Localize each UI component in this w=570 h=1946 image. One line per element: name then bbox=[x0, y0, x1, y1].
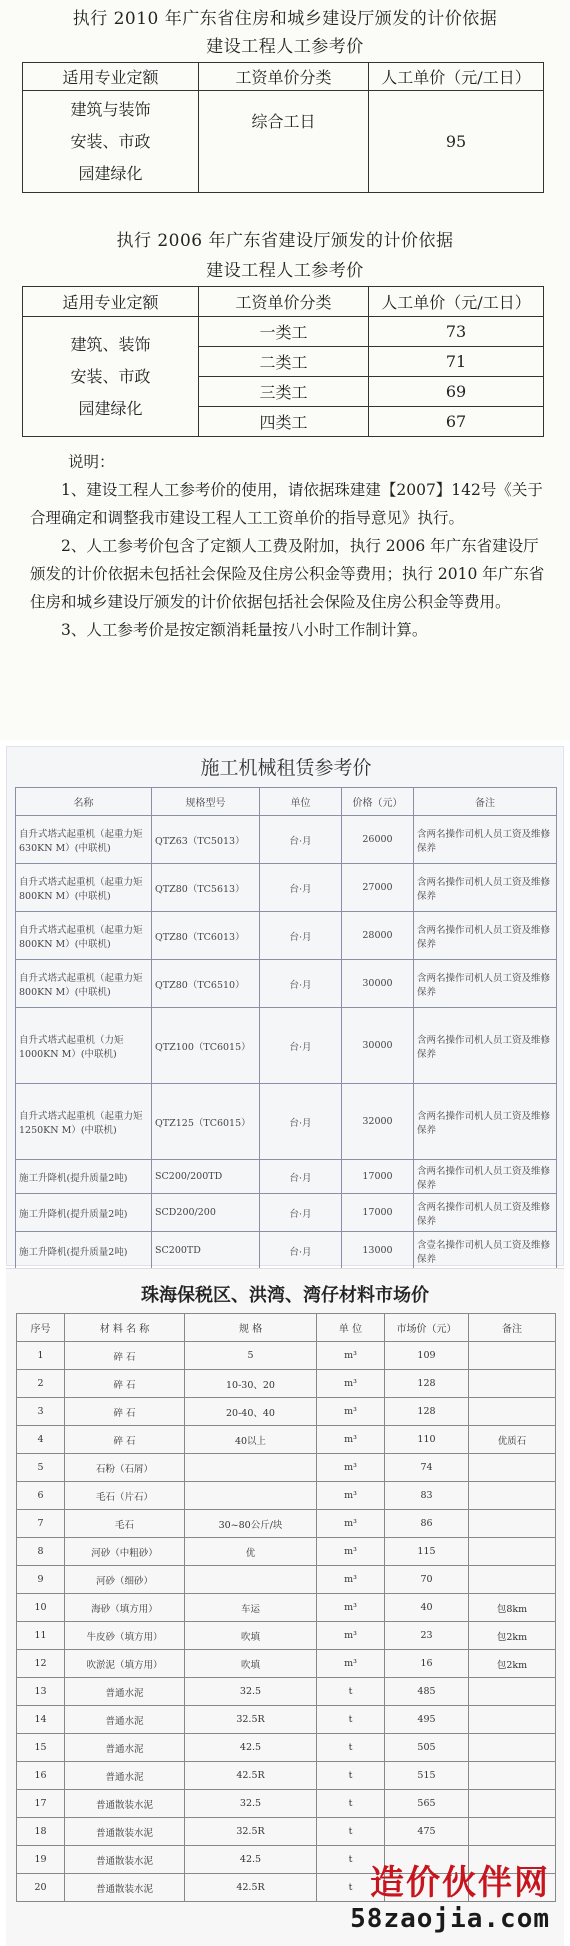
material-price-cell: 565 bbox=[385, 1790, 469, 1818]
material-name-cell: 河砂（中粗砂） bbox=[65, 1538, 185, 1566]
table-row bbox=[17, 1622, 556, 1650]
material-no-cell: 9 bbox=[17, 1566, 65, 1594]
material-note-cell bbox=[469, 1398, 556, 1426]
specialty-cell bbox=[23, 91, 199, 193]
machine-note-cell: 含两名操作司机人员工资及维修保养 bbox=[414, 912, 557, 960]
machine-model-cell: SC200TD bbox=[152, 1232, 260, 1270]
site-watermark bbox=[350, 1855, 550, 1934]
material-spec-cell: 20-40、40 bbox=[185, 1398, 317, 1426]
material-price-cell: 505 bbox=[385, 1734, 469, 1762]
material-note-cell: 包2km bbox=[469, 1650, 556, 1678]
header-cell: 名称 bbox=[16, 788, 152, 816]
material-spec-cell: 5 bbox=[185, 1342, 317, 1370]
specialty-line: 建筑与装饰 bbox=[70, 99, 151, 119]
material-name-cell: 牛皮砂（填方用） bbox=[65, 1622, 185, 1650]
material-no-cell: 4 bbox=[17, 1426, 65, 1454]
table-row bbox=[16, 1084, 557, 1160]
material-spec-cell bbox=[185, 1454, 317, 1482]
material-unit-cell: t bbox=[317, 1706, 385, 1734]
material-name-cell: 海砂（填方用） bbox=[65, 1594, 185, 1622]
material-price-cell: 128 bbox=[385, 1370, 469, 1398]
material-spec-cell: 42.5R bbox=[185, 1874, 317, 1902]
machine-price-cell: 32000 bbox=[342, 1084, 414, 1160]
machinery-rental-document bbox=[6, 746, 564, 1266]
specialty-line: 安装、市政 bbox=[70, 131, 151, 151]
header-cell: 人工单价（元/工日） bbox=[369, 287, 544, 317]
machine-unit-cell: 台·月 bbox=[260, 1008, 342, 1084]
material-note-cell bbox=[469, 1818, 556, 1846]
machine-note-cell: 含两名操作司机人员工资及维修保养 bbox=[414, 1160, 557, 1194]
material-name-cell: 碎 石 bbox=[65, 1426, 185, 1454]
material-name-cell: 普通散装水泥 bbox=[65, 1846, 185, 1874]
material-no-cell: 15 bbox=[17, 1734, 65, 1762]
material-name-cell: 石粉（石屑） bbox=[65, 1454, 185, 1482]
material-spec-cell: 42.5 bbox=[185, 1734, 317, 1762]
material-price-cell: 74 bbox=[385, 1454, 469, 1482]
material-unit-cell: m³ bbox=[317, 1538, 385, 1566]
watermark-chinese-text: 造价伙伴网 bbox=[370, 1863, 550, 1903]
table-row bbox=[17, 1790, 556, 1818]
material-no-cell: 8 bbox=[17, 1538, 65, 1566]
material-name-cell: 普通水泥 bbox=[65, 1762, 185, 1790]
material-price-cell: 23 bbox=[385, 1622, 469, 1650]
material-note-cell bbox=[469, 1762, 556, 1790]
material-unit-cell: t bbox=[317, 1818, 385, 1846]
machinery-title: 施工机械租赁参考价 bbox=[200, 757, 372, 779]
material-spec-cell: 吹填 bbox=[185, 1622, 317, 1650]
material-unit-cell: t bbox=[317, 1762, 385, 1790]
category-cell: 一类工 bbox=[199, 317, 369, 347]
material-name-cell: 毛石（片石） bbox=[65, 1482, 185, 1510]
machine-name-cell: 施工升降机(提升质量2吨) bbox=[16, 1232, 152, 1270]
header-cell: 价格（元） bbox=[342, 788, 414, 816]
category-cell: 二类工 bbox=[199, 347, 369, 377]
table-header-row bbox=[23, 63, 544, 91]
machine-name-cell: 自升式塔式起重机（起重力矩1250KN M）(中联机) bbox=[16, 1084, 152, 1160]
material-unit-cell: m³ bbox=[317, 1594, 385, 1622]
material-spec-cell: 吹填 bbox=[185, 1650, 317, 1678]
material-spec-cell: 40以上 bbox=[185, 1426, 317, 1454]
machine-name-cell: 自升式塔式起重机（起重力矩800KN M）(中联机) bbox=[16, 864, 152, 912]
material-unit-cell: m³ bbox=[317, 1566, 385, 1594]
machine-name-cell: 自升式塔式起重机（力矩1000KN M）(中联机) bbox=[16, 1008, 152, 1084]
material-no-cell: 3 bbox=[17, 1398, 65, 1426]
machine-model-cell: SCD200/200 bbox=[152, 1194, 260, 1232]
material-note-cell: 包2km bbox=[469, 1622, 556, 1650]
material-unit-cell: m³ bbox=[317, 1622, 385, 1650]
header-cell: 工资单价分类 bbox=[199, 287, 369, 317]
material-no-cell: 17 bbox=[17, 1790, 65, 1818]
header-cell: 适用专业定额 bbox=[23, 63, 199, 91]
table-row bbox=[17, 1650, 556, 1678]
machine-model-cell: QTZ80（TC6013） bbox=[152, 912, 260, 960]
table-header-row bbox=[17, 1314, 556, 1342]
material-note-cell bbox=[469, 1510, 556, 1538]
material-unit-cell: m³ bbox=[317, 1426, 385, 1454]
material-note-cell bbox=[469, 1538, 556, 1566]
material-price-cell: 515 bbox=[385, 1762, 469, 1790]
header-cell: 工资单价分类 bbox=[199, 63, 369, 91]
material-name-cell: 普通水泥 bbox=[65, 1734, 185, 1762]
header-cell: 备注 bbox=[414, 788, 557, 816]
labor-price-table-2006 bbox=[22, 286, 544, 437]
machinery-table-body bbox=[16, 816, 557, 1270]
table-row bbox=[16, 1160, 557, 1194]
material-unit-cell: m³ bbox=[317, 1510, 385, 1538]
table-row bbox=[17, 1426, 556, 1454]
table-row bbox=[17, 1482, 556, 1510]
material-note-cell bbox=[469, 1678, 556, 1706]
machine-name-cell: 施工升降机(提升质量2吨) bbox=[16, 1194, 152, 1232]
table-row bbox=[16, 816, 557, 864]
machine-model-cell: QTZ80（TC6510） bbox=[152, 960, 260, 1008]
machine-price-cell: 30000 bbox=[342, 960, 414, 1008]
machine-name-cell: 自升式塔式起重机（起重力矩800KN M）(中联机) bbox=[16, 960, 152, 1008]
material-note-cell: 优质石 bbox=[469, 1426, 556, 1454]
machine-note-cell: 含壹名操作司机人员工资及维修保养 bbox=[414, 1232, 557, 1270]
material-price-cell: 475 bbox=[385, 1818, 469, 1846]
table-row bbox=[17, 1398, 556, 1426]
material-spec-cell: 32.5 bbox=[185, 1790, 317, 1818]
machine-note-cell: 含两名操作司机人员工资及维修保养 bbox=[414, 1084, 557, 1160]
material-no-cell: 16 bbox=[17, 1762, 65, 1790]
machine-price-cell: 13000 bbox=[342, 1232, 414, 1270]
machine-model-cell: QTZ100（TC6015） bbox=[152, 1008, 260, 1084]
table-row bbox=[17, 1454, 556, 1482]
machine-price-cell: 26000 bbox=[342, 816, 414, 864]
material-spec-cell: 42.5R bbox=[185, 1762, 317, 1790]
material-spec-cell: 42.5 bbox=[185, 1846, 317, 1874]
price-cell: 73 bbox=[369, 317, 544, 347]
material-unit-cell: m³ bbox=[317, 1398, 385, 1426]
machine-name-cell: 自升式塔式起重机（起重力矩630KN M）(中联机) bbox=[16, 816, 152, 864]
material-unit-cell: m³ bbox=[317, 1370, 385, 1398]
material-note-cell bbox=[469, 1454, 556, 1482]
table-row bbox=[17, 1818, 556, 1846]
material-no-cell: 14 bbox=[17, 1706, 65, 1734]
labor-price-document bbox=[0, 0, 570, 740]
material-spec-cell: 优 bbox=[185, 1538, 317, 1566]
header-cell: 序号 bbox=[17, 1314, 65, 1342]
material-price-cell: 110 bbox=[385, 1426, 469, 1454]
section1-title-line2: 建设工程人工参考价 bbox=[206, 37, 364, 57]
material-no-cell: 5 bbox=[17, 1454, 65, 1482]
table-row bbox=[17, 1566, 556, 1594]
material-no-cell: 18 bbox=[17, 1818, 65, 1846]
material-price-cell: 485 bbox=[385, 1678, 469, 1706]
table-row bbox=[16, 960, 557, 1008]
category-cell: 三类工 bbox=[199, 377, 369, 407]
machine-unit-cell: 台·月 bbox=[260, 1194, 342, 1232]
machine-note-cell: 含两名操作司机人员工资及维修保养 bbox=[414, 960, 557, 1008]
table-row bbox=[17, 1678, 556, 1706]
material-note-cell bbox=[469, 1342, 556, 1370]
material-table-body bbox=[17, 1342, 556, 1902]
material-no-cell: 1 bbox=[17, 1342, 65, 1370]
material-name-cell: 吹淤泥（填方用） bbox=[65, 1650, 185, 1678]
specialty-line: 安装、市政 bbox=[70, 366, 151, 386]
material-no-cell: 19 bbox=[17, 1846, 65, 1874]
material-price-cell: 83 bbox=[385, 1482, 469, 1510]
material-name-cell: 普通水泥 bbox=[65, 1706, 185, 1734]
table-row bbox=[17, 1594, 556, 1622]
section2-title-line2: 建设工程人工参考价 bbox=[206, 261, 364, 281]
section2-title-line1: 执行 2006 年广东省建设厅颁发的计价依据 bbox=[116, 231, 454, 251]
material-price-cell: 86 bbox=[385, 1510, 469, 1538]
material-name-cell: 普通散装水泥 bbox=[65, 1818, 185, 1846]
price-cell: 95 bbox=[369, 91, 544, 193]
material-unit-cell: m³ bbox=[317, 1454, 385, 1482]
specialty-line: 园建绿化 bbox=[78, 163, 143, 183]
material-spec-cell: 32.5R bbox=[185, 1706, 317, 1734]
machine-price-cell: 27000 bbox=[342, 864, 414, 912]
table-row bbox=[17, 1734, 556, 1762]
header-cell: 市场价（元） bbox=[385, 1314, 469, 1342]
table-row bbox=[23, 91, 544, 193]
material-note-cell bbox=[469, 1482, 556, 1510]
header-cell: 规格型号 bbox=[152, 788, 260, 816]
material-unit-cell: m³ bbox=[317, 1482, 385, 1510]
material-name-cell: 碎 石 bbox=[65, 1342, 185, 1370]
machine-model-cell: QTZ125（TC6015） bbox=[152, 1084, 260, 1160]
machine-unit-cell: 台·月 bbox=[260, 816, 342, 864]
notes-block bbox=[30, 448, 550, 644]
material-note-cell bbox=[469, 1370, 556, 1398]
watermark-domain-text: 58zaojia.com bbox=[350, 1904, 550, 1934]
material-price-cell: 40 bbox=[385, 1594, 469, 1622]
material-name-cell: 毛石 bbox=[65, 1510, 185, 1538]
material-note-cell bbox=[469, 1734, 556, 1762]
note-item: 1、建设工程人工参考价的使用，请依据珠建建【2007】142号《关于合理确定和调整我市建设工程人工工资单价的指导意见》执行。 bbox=[30, 481, 543, 527]
table-row bbox=[17, 1762, 556, 1790]
material-no-cell: 12 bbox=[17, 1650, 65, 1678]
specialty-line: 建筑、装饰 bbox=[70, 334, 151, 354]
material-name-cell: 碎 石 bbox=[65, 1398, 185, 1426]
machine-price-cell: 30000 bbox=[342, 1008, 414, 1084]
price-cell: 71 bbox=[369, 347, 544, 377]
header-cell: 人工单价（元/工日） bbox=[369, 63, 544, 91]
material-price-document bbox=[6, 1268, 564, 1946]
table-header-row bbox=[16, 788, 557, 816]
table-row bbox=[16, 1008, 557, 1084]
specialty-line: 园建绿化 bbox=[78, 398, 143, 418]
table-row bbox=[17, 1538, 556, 1566]
material-name-cell: 碎 石 bbox=[65, 1370, 185, 1398]
material-spec-cell: 10-30、20 bbox=[185, 1370, 317, 1398]
material-spec-cell bbox=[185, 1482, 317, 1510]
material-unit-cell: t bbox=[317, 1874, 385, 1902]
material-note-cell bbox=[469, 1790, 556, 1818]
machine-note-cell: 含两名操作司机人员工资及维修保养 bbox=[414, 816, 557, 864]
material-price-cell: 70 bbox=[385, 1566, 469, 1594]
machine-unit-cell: 台·月 bbox=[260, 1232, 342, 1270]
machine-name-cell: 施工升降机(提升质量2吨) bbox=[16, 1160, 152, 1194]
material-spec-cell: 32.5R bbox=[185, 1818, 317, 1846]
labor-price-table-2010 bbox=[22, 62, 544, 193]
header-cell: 规 格 bbox=[185, 1314, 317, 1342]
material-unit-cell: t bbox=[317, 1790, 385, 1818]
header-cell: 备注 bbox=[469, 1314, 556, 1342]
note-item: 3、人工参考价是按定额消耗量按八小时工作制计算。 bbox=[61, 621, 428, 639]
material-note-cell bbox=[469, 1566, 556, 1594]
table-row bbox=[16, 1194, 557, 1232]
machine-unit-cell: 台·月 bbox=[260, 1160, 342, 1194]
header-cell: 单位 bbox=[260, 788, 342, 816]
table-row bbox=[17, 1510, 556, 1538]
material-name-cell: 普通散装水泥 bbox=[65, 1874, 185, 1902]
machine-note-cell: 含两名操作司机人员工资及维修保养 bbox=[414, 864, 557, 912]
material-name-cell: 普通水泥 bbox=[65, 1678, 185, 1706]
table-row bbox=[16, 1232, 557, 1270]
category-cell: 综合工日 bbox=[199, 91, 369, 193]
material-no-cell: 13 bbox=[17, 1678, 65, 1706]
material-no-cell: 2 bbox=[17, 1370, 65, 1398]
table-row bbox=[23, 317, 544, 347]
machine-unit-cell: 台·月 bbox=[260, 912, 342, 960]
machine-unit-cell: 台·月 bbox=[260, 1084, 342, 1160]
material-unit-cell: t bbox=[317, 1678, 385, 1706]
material-note-cell bbox=[469, 1706, 556, 1734]
header-cell: 单 位 bbox=[317, 1314, 385, 1342]
machine-note-cell: 含两名操作司机人员工资及维修保养 bbox=[414, 1194, 557, 1232]
machine-model-cell: QTZ80（TC5613） bbox=[152, 864, 260, 912]
material-table bbox=[16, 1313, 556, 1902]
material-no-cell: 6 bbox=[17, 1482, 65, 1510]
material-price-cell: 109 bbox=[385, 1342, 469, 1370]
material-no-cell: 7 bbox=[17, 1510, 65, 1538]
machinery-table bbox=[15, 787, 557, 1270]
material-unit-cell: t bbox=[317, 1734, 385, 1762]
header-cell: 材 料 名 称 bbox=[65, 1314, 185, 1342]
table-row bbox=[17, 1370, 556, 1398]
category-cell: 四类工 bbox=[199, 407, 369, 437]
machine-price-cell: 28000 bbox=[342, 912, 414, 960]
table-row bbox=[17, 1342, 556, 1370]
material-unit-cell: t bbox=[317, 1846, 385, 1874]
materials-title: 珠海保税区、洪湾、湾仔材料市场价 bbox=[141, 1285, 429, 1306]
machine-unit-cell: 台·月 bbox=[260, 960, 342, 1008]
material-no-cell: 11 bbox=[17, 1622, 65, 1650]
material-unit-cell: m³ bbox=[317, 1650, 385, 1678]
material-no-cell: 10 bbox=[17, 1594, 65, 1622]
material-name-cell: 河砂（细砂） bbox=[65, 1566, 185, 1594]
header-cell: 适用专业定额 bbox=[23, 287, 199, 317]
machine-unit-cell: 台·月 bbox=[260, 864, 342, 912]
material-price-cell: 495 bbox=[385, 1706, 469, 1734]
note-item: 2、人工参考价包含了定额人工费及附加，执行 2006 年广东省建设厅颁发的计价依据未包括社会保险及住房公积金等费用；执行 2010 年广东省住房和城乡建设厅颁发的计价依据包括社会保险及住房公积金等费用。 bbox=[30, 537, 545, 611]
material-unit-cell: m³ bbox=[317, 1342, 385, 1370]
table-header-row bbox=[23, 287, 544, 317]
table-row bbox=[16, 864, 557, 912]
material-price-cell: 16 bbox=[385, 1650, 469, 1678]
table-row bbox=[17, 1706, 556, 1734]
machine-price-cell: 17000 bbox=[342, 1160, 414, 1194]
price-cell: 69 bbox=[369, 377, 544, 407]
material-price-cell: 128 bbox=[385, 1398, 469, 1426]
specialty-cell bbox=[23, 317, 199, 437]
machine-price-cell: 17000 bbox=[342, 1194, 414, 1232]
material-spec-cell: 32.5 bbox=[185, 1678, 317, 1706]
material-spec-cell bbox=[185, 1566, 317, 1594]
machine-name-cell: 自升式塔式起重机（起重力矩800KN M）(中联机) bbox=[16, 912, 152, 960]
material-no-cell: 20 bbox=[17, 1874, 65, 1902]
section1-title-line1: 执行 2010 年广东省住房和城乡建设厅颁发的计价依据 bbox=[72, 9, 498, 29]
machine-note-cell: 含两名操作司机人员工资及维修保养 bbox=[414, 1008, 557, 1084]
material-price-cell: 115 bbox=[385, 1538, 469, 1566]
machine-model-cell: SC200/200TD bbox=[152, 1160, 260, 1194]
material-name-cell: 普通散装水泥 bbox=[65, 1790, 185, 1818]
material-spec-cell: 30~80公斤/块 bbox=[185, 1510, 317, 1538]
notes-heading: 说明： bbox=[68, 453, 115, 471]
price-cell: 67 bbox=[369, 407, 544, 437]
material-note-cell: 包8km bbox=[469, 1594, 556, 1622]
machine-model-cell: QTZ63（TC5013） bbox=[152, 816, 260, 864]
material-spec-cell: 车运 bbox=[185, 1594, 317, 1622]
table-row bbox=[16, 912, 557, 960]
